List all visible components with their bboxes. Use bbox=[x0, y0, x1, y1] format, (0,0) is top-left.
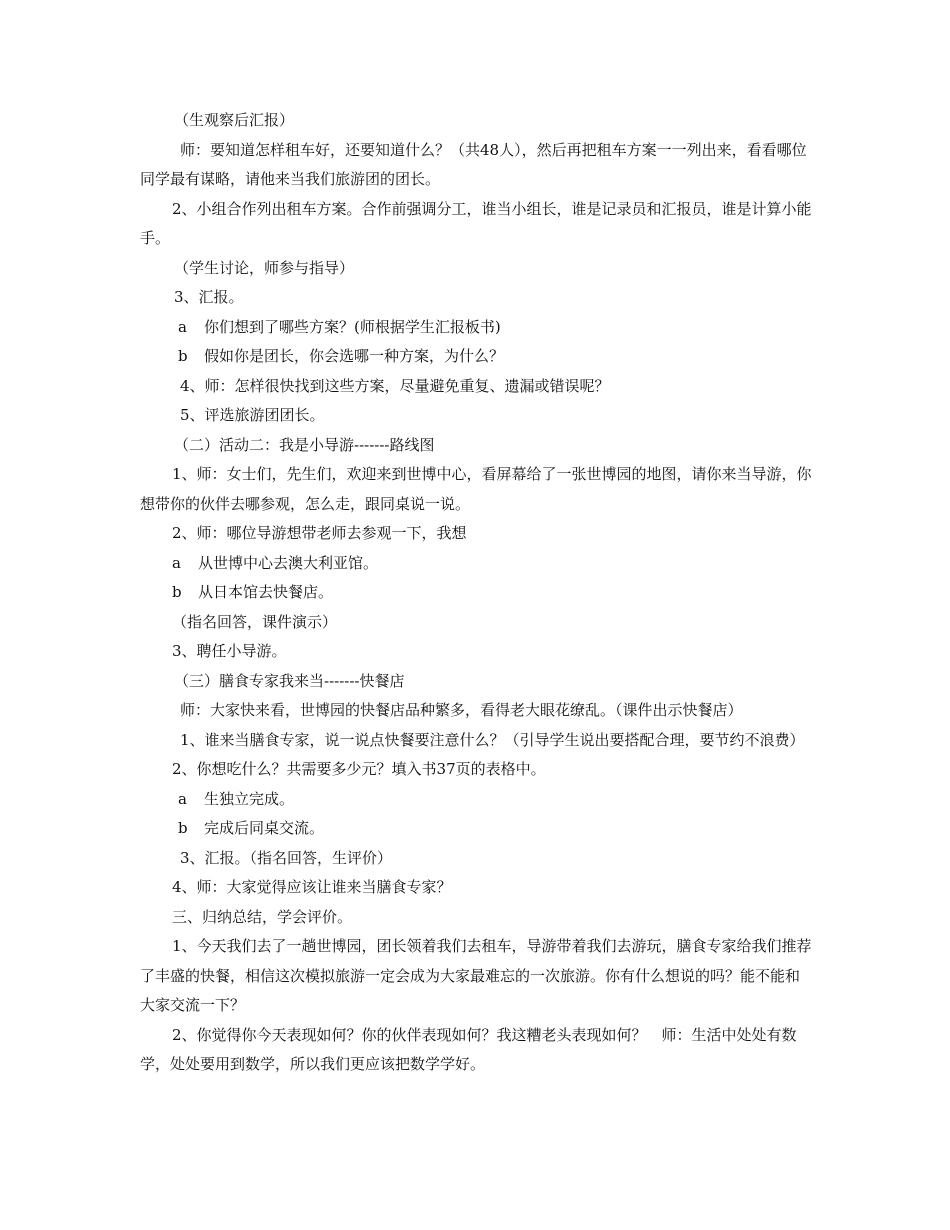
list-item-text: 生独立完成。 bbox=[204, 789, 295, 808]
document-body bbox=[140, 106, 812, 1080]
list-item bbox=[140, 549, 812, 579]
paragraph: 5、评选旅游团团长。 bbox=[180, 406, 325, 424]
paragraph: （指名回答，课件演示） bbox=[172, 612, 338, 631]
paragraph: 3、聘任小导游。 bbox=[172, 642, 287, 660]
list-item-text: 从世博中心去澳大利亚馆。 bbox=[198, 553, 379, 572]
list-marker: b bbox=[172, 583, 182, 601]
list-item-text: 完成后同桌交流。 bbox=[204, 819, 325, 837]
paragraph: 1、今天我们去了一趟世博园，团长领着我们去租车，导游带着我们去游玩，膳食专家给我们推荐了丰盛的快餐，相信这次模拟旅游一定会成为大家最难忘的一次旅游。你有什么想说的吗？能不能和大家交流一下？ bbox=[140, 937, 812, 1014]
paragraph: 1、谁来当膳食专家，说一说点快餐要注意什么？（引导学生说出要搭配合理，要节约不浪费） bbox=[180, 730, 805, 749]
list-item bbox=[140, 814, 812, 844]
list-item bbox=[140, 313, 812, 343]
paragraph: 3、汇报。（指名回答，生评价） bbox=[180, 848, 393, 867]
paragraph: （二）活动二：我是小导游-------路线图 bbox=[174, 435, 435, 454]
paragraph: 2、你觉得你今天表现如何？你的伙伴表现如何？我这糟老头表现如何？ 师：生活中处处有数学，处处要用到数学，所以我们更应该把数学学好。 bbox=[140, 1025, 797, 1073]
paragraph: 4、师：怎样很快找到这些方案，尽量避免重复、遗漏或错误呢？ bbox=[180, 376, 610, 395]
list-marker: a bbox=[178, 317, 187, 336]
paragraph: 1、师：女士们，先生们，欢迎来到世博中心，看屏幕给了一张世博园的地图，请你来当导游，你想带你的伙伴去哪参观，怎么走，跟同桌说一说。 bbox=[140, 465, 812, 513]
list-item-text: 你们想到了哪些方案？(师根据学生汇报板书) bbox=[204, 317, 501, 336]
paragraph: 2、你想吃什么？共需要多少元？填入书37页的表格中。 bbox=[172, 760, 546, 778]
paragraph: 3、汇报。 bbox=[174, 288, 244, 306]
list-item bbox=[140, 785, 812, 815]
list-marker: b bbox=[178, 347, 188, 365]
paragraph: 师：大家快来看，世博园的快餐店品种繁多，看得老大眼花缭乱。（课件出示快餐店） bbox=[180, 701, 743, 719]
paragraph: 2、小组合作列出租车方案。合作前强调分工，谁当小组长，谁是记录员和汇报员，谁是计算小能手。 bbox=[140, 199, 812, 247]
list-marker: b bbox=[178, 819, 188, 837]
list-marker: a bbox=[178, 789, 187, 808]
list-item-text: 假如你是团长，你会选哪一种方案，为什么？ bbox=[204, 347, 505, 365]
list-item-text: 从日本馆去快餐店。 bbox=[198, 583, 334, 601]
paragraph: 4、师：大家觉得应该让谁来当膳食专家？ bbox=[172, 878, 452, 896]
list-item bbox=[140, 578, 812, 608]
paragraph: （学生讨论，师参与指导） bbox=[174, 258, 355, 277]
paragraph: 2、师：哪位导游想带老师去参观一下，我想 bbox=[172, 524, 467, 542]
paragraph: 师：要知道怎样租车好，还要知道什么？（共48人），然后再把租车方案一一列出来，看看哪位同学最有谋略，请他来当我们旅游团的团长。 bbox=[140, 140, 807, 188]
paragraph: （三）膳食专家我来当-------快餐店 bbox=[174, 671, 405, 690]
list-item bbox=[140, 342, 812, 372]
list-marker: a bbox=[172, 553, 181, 572]
paragraph: 三、归纳总结，学会评价。 bbox=[172, 907, 353, 926]
paragraph: （生观察后汇报） bbox=[174, 111, 295, 129]
